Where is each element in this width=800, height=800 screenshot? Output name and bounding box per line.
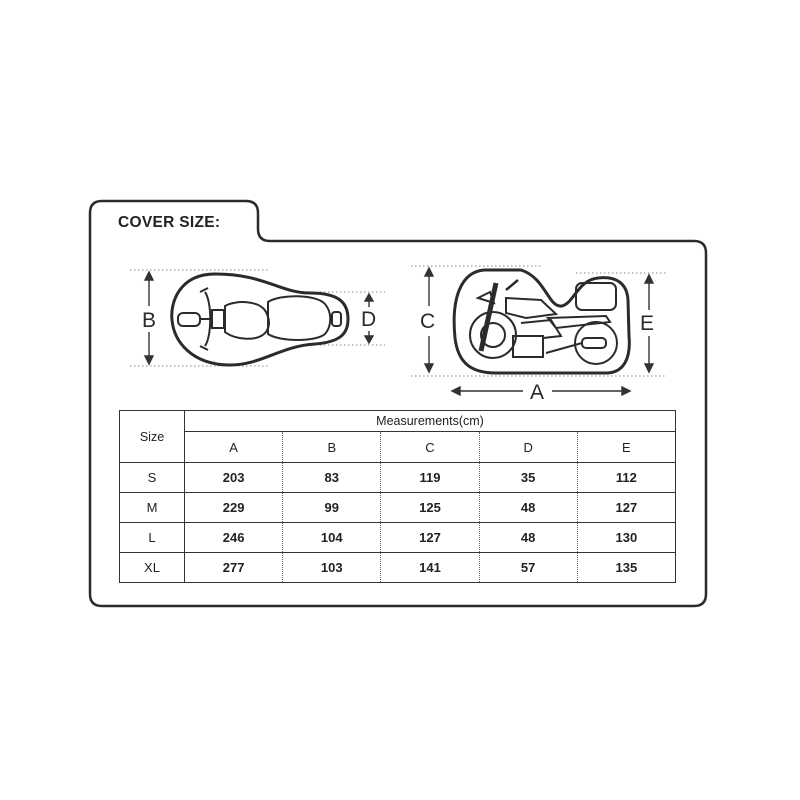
- table-row: [120, 553, 676, 583]
- column-header-b: B: [283, 432, 381, 463]
- measurements-header: Measurements(cm): [185, 411, 676, 432]
- value-cell: 119: [381, 463, 479, 493]
- value-cell: 130: [577, 523, 675, 553]
- size-cell: XL: [120, 553, 185, 583]
- table-row: [120, 523, 676, 553]
- side-view-diagram: [406, 258, 676, 408]
- value-cell: 83: [283, 463, 381, 493]
- value-cell: 112: [577, 463, 675, 493]
- value-cell: 103: [283, 553, 381, 583]
- value-cell: 229: [185, 493, 283, 523]
- value-cell: 246: [185, 523, 283, 553]
- value-cell: 277: [185, 553, 283, 583]
- value-cell: 48: [479, 523, 577, 553]
- table-row: [120, 463, 676, 493]
- value-cell: 203: [185, 463, 283, 493]
- label-c: C: [420, 310, 436, 333]
- value-cell: 35: [479, 463, 577, 493]
- size-header: Size: [120, 411, 185, 463]
- value-cell: 48: [479, 493, 577, 523]
- label-e: E: [640, 312, 655, 335]
- table-row: [120, 493, 676, 523]
- value-cell: 99: [283, 493, 381, 523]
- value-cell: 127: [577, 493, 675, 523]
- value-cell: 57: [479, 553, 577, 583]
- label-d: D: [361, 308, 377, 331]
- value-cell: 104: [283, 523, 381, 553]
- size-cell: S: [120, 463, 185, 493]
- value-cell: 135: [577, 553, 675, 583]
- size-cell: M: [120, 493, 185, 523]
- value-cell: 141: [381, 553, 479, 583]
- column-header-c: C: [381, 432, 479, 463]
- column-header-e: E: [577, 432, 675, 463]
- size-cell: L: [120, 523, 185, 553]
- label-a: A: [530, 381, 545, 404]
- column-header-a: A: [185, 432, 283, 463]
- column-header-d: D: [479, 432, 577, 463]
- value-cell: 125: [381, 493, 479, 523]
- page-title: COVER SIZE:: [118, 214, 221, 231]
- value-cell: 127: [381, 523, 479, 553]
- top-view-diagram: [120, 262, 390, 374]
- label-b: B: [142, 309, 157, 332]
- size-table: [119, 410, 676, 583]
